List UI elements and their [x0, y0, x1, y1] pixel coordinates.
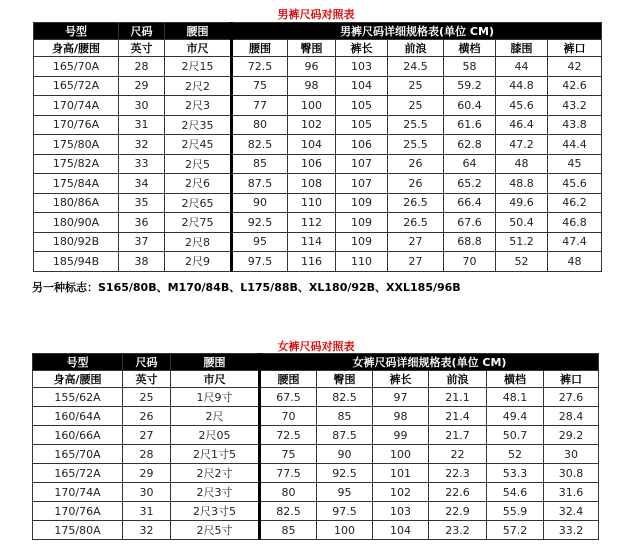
table-cell: 48: [496, 154, 548, 174]
men-sub-9: 裤口: [548, 40, 602, 57]
table-cell: 31: [123, 502, 171, 521]
women-header-spec: 女裤尺码详细规格表(单位 CM): [260, 354, 599, 371]
table-cell: 175/82A: [34, 154, 119, 174]
table-cell: 32: [119, 135, 165, 155]
table-cell: 2尺45: [165, 135, 232, 155]
table-cell: 100: [288, 96, 336, 116]
table-cell: 47.2: [496, 135, 548, 155]
table-row: [33, 445, 599, 464]
table-cell: 28: [119, 57, 165, 77]
table-cell: 66.4: [444, 193, 496, 213]
table-cell: 106: [288, 154, 336, 174]
table-cell: 98: [288, 76, 336, 96]
table-row: [34, 76, 602, 96]
table-cell: 29: [123, 464, 171, 483]
women-sub-4: 臀围: [317, 371, 373, 388]
table-cell: 2尺5寸: [171, 521, 260, 540]
table-cell: 165/70A: [34, 57, 119, 77]
table-cell: 107: [336, 154, 388, 174]
table-cell: 2尺75: [165, 213, 232, 233]
table-cell: 68.8: [444, 232, 496, 252]
men-sub-2: 市尺: [165, 40, 232, 57]
table-cell: 101: [373, 464, 429, 483]
table-cell: 59.2: [444, 76, 496, 96]
table-cell: 44.4: [548, 135, 602, 155]
table-cell: 114: [288, 232, 336, 252]
table-cell: 160/66A: [33, 426, 123, 445]
table-cell: 44: [496, 57, 548, 77]
table-cell: 170/76A: [33, 502, 123, 521]
table-cell: 21.4: [429, 407, 487, 426]
women-size-table: [32, 353, 599, 540]
table-row: [34, 252, 602, 272]
women-sub-2: 市尺: [171, 371, 260, 388]
table-cell: 2尺05: [171, 426, 260, 445]
table-cell: 82.5: [317, 388, 373, 407]
table-cell: 37: [119, 232, 165, 252]
table-cell: 2尺1寸5: [171, 445, 260, 464]
table-cell: 52: [496, 252, 548, 272]
men-sub-7: 横档: [444, 40, 496, 57]
table-cell: 95: [317, 483, 373, 502]
table-cell: 102: [288, 115, 336, 135]
table-row: [33, 521, 599, 540]
table-cell: 2尺6: [165, 174, 232, 194]
table-cell: 80: [260, 483, 317, 502]
table-cell: 170/74A: [34, 96, 119, 116]
table-cell: 2尺8: [165, 232, 232, 252]
table-cell: 65.2: [444, 174, 496, 194]
women-sub-0: 身高/腰围: [33, 371, 123, 388]
table-cell: 2尺3: [165, 96, 232, 116]
table-cell: 80: [232, 115, 288, 135]
men-header-size-label: 号型: [34, 23, 119, 40]
table-cell: 46.2: [548, 193, 602, 213]
table-cell: 180/90A: [34, 213, 119, 233]
table-cell: 175/80A: [33, 521, 123, 540]
table-cell: 75: [260, 445, 317, 464]
table-cell: 77.5: [260, 464, 317, 483]
table-cell: 107: [336, 174, 388, 194]
table-row: [33, 502, 599, 521]
table-cell: 110: [288, 193, 336, 213]
table-cell: 180/86A: [34, 193, 119, 213]
table-cell: 25.5: [388, 115, 444, 135]
table-cell: 21.1: [429, 388, 487, 407]
men-header-code: 尺码: [119, 23, 165, 40]
table-cell: 45.6: [548, 174, 602, 194]
table-cell: 110: [336, 252, 388, 272]
table-cell: 62.8: [444, 135, 496, 155]
men-size-note: 另一种标志：S165/80B、M170/84B、L175/88B、XL180/92B、XXL185/96B: [32, 281, 461, 294]
table-cell: 67.5: [260, 388, 317, 407]
table-row: [33, 464, 599, 483]
table-cell: 30: [544, 445, 599, 464]
table-cell: 26.5: [388, 193, 444, 213]
table-row: [34, 57, 602, 77]
table-cell: 60.4: [444, 96, 496, 116]
table-cell: 170/74A: [33, 483, 123, 502]
table-cell: 31: [119, 115, 165, 135]
table-cell: 43.8: [548, 115, 602, 135]
table-cell: 70: [260, 407, 317, 426]
table-cell: 2尺35: [165, 115, 232, 135]
table-cell: 175/84A: [34, 174, 119, 194]
men-sub-0: 身高/腰围: [34, 40, 119, 57]
table-cell: 29: [119, 76, 165, 96]
men-table-title: 男裤尺码对照表: [277, 8, 355, 21]
table-cell: 109: [336, 193, 388, 213]
table-cell: 109: [336, 232, 388, 252]
table-cell: 104: [288, 135, 336, 155]
women-sub-3: 腰围: [260, 371, 317, 388]
table-cell: 48.8: [496, 174, 548, 194]
table-cell: 95: [232, 232, 288, 252]
table-cell: 33.2: [544, 521, 599, 540]
table-cell: 26.5: [388, 213, 444, 233]
table-cell: 61.6: [444, 115, 496, 135]
women-header-code: 尺码: [123, 354, 171, 371]
table-row: [34, 135, 602, 155]
table-cell: 44.8: [496, 76, 548, 96]
table-cell: 25: [388, 76, 444, 96]
table-cell: 116: [288, 252, 336, 272]
table-cell: 75: [232, 76, 288, 96]
table-cell: 27: [388, 252, 444, 272]
table-cell: 51.2: [496, 232, 548, 252]
women-header-size-label: 号型: [33, 354, 123, 371]
table-cell: 33: [119, 154, 165, 174]
table-cell: 42.6: [548, 76, 602, 96]
men-sub-8: 膝围: [496, 40, 548, 57]
table-cell: 22.3: [429, 464, 487, 483]
table-cell: 46.4: [496, 115, 548, 135]
table-row: [34, 174, 602, 194]
men-sub-4: 臀围: [288, 40, 336, 57]
table-cell: 98: [373, 407, 429, 426]
men-subheader-row: [34, 40, 602, 57]
table-cell: 23.2: [429, 521, 487, 540]
table-cell: 97.5: [232, 252, 288, 272]
men-header-row: [34, 23, 602, 40]
table-cell: 2尺: [171, 407, 260, 426]
table-cell: 160/64A: [33, 407, 123, 426]
men-sub-5: 裤长: [336, 40, 388, 57]
table-cell: 38: [119, 252, 165, 272]
table-cell: 36: [119, 213, 165, 233]
table-cell: 24.5: [388, 57, 444, 77]
table-cell: 103: [336, 57, 388, 77]
table-cell: 28: [123, 445, 171, 464]
table-cell: 105: [336, 96, 388, 116]
women-header-waist: 腰围: [171, 354, 260, 371]
table-cell: 27.6: [544, 388, 599, 407]
men-header-waist: 腰围: [165, 23, 232, 40]
table-cell: 165/70A: [33, 445, 123, 464]
table-cell: 106: [336, 135, 388, 155]
table-cell: 25: [388, 96, 444, 116]
table-cell: 87.5: [317, 426, 373, 445]
table-cell: 2尺3寸5: [171, 502, 260, 521]
table-cell: 96: [288, 57, 336, 77]
table-cell: 112: [288, 213, 336, 233]
table-row: [34, 115, 602, 135]
table-cell: 100: [373, 445, 429, 464]
table-cell: 26: [123, 407, 171, 426]
table-cell: 165/72A: [33, 464, 123, 483]
table-cell: 43.2: [548, 96, 602, 116]
table-cell: 2尺2: [165, 76, 232, 96]
men-sub-6: 前浪: [388, 40, 444, 57]
table-cell: 92.5: [232, 213, 288, 233]
table-cell: 25.5: [388, 135, 444, 155]
table-row: [34, 232, 602, 252]
table-cell: 104: [336, 76, 388, 96]
table-cell: 30: [123, 483, 171, 502]
table-cell: 48: [548, 252, 602, 272]
women-sub-1: 英寸: [123, 371, 171, 388]
table-cell: 90: [232, 193, 288, 213]
table-cell: 22: [429, 445, 487, 464]
table-cell: 30.8: [544, 464, 599, 483]
table-row: [33, 426, 599, 445]
table-row: [33, 388, 599, 407]
table-cell: 53.3: [487, 464, 544, 483]
women-table-title: 女裤尺码对照表: [277, 340, 355, 353]
women-sub-5: 裤长: [373, 371, 429, 388]
table-cell: 92.5: [317, 464, 373, 483]
table-cell: 58: [444, 57, 496, 77]
table-cell: 26: [388, 154, 444, 174]
table-cell: 103: [373, 502, 429, 521]
table-cell: 30: [119, 96, 165, 116]
women-header-row: [33, 354, 599, 371]
table-cell: 45: [548, 154, 602, 174]
table-cell: 85: [232, 154, 288, 174]
table-cell: 2尺65: [165, 193, 232, 213]
table-cell: 27: [123, 426, 171, 445]
men-size-table: [33, 22, 602, 272]
men-table-body: [34, 57, 602, 272]
table-cell: 1尺9寸: [171, 388, 260, 407]
table-cell: 42: [548, 57, 602, 77]
women-sub-6: 前浪: [429, 371, 487, 388]
men-sub-3: 腰围: [232, 40, 288, 57]
table-cell: 72.5: [260, 426, 317, 445]
table-cell: 70: [444, 252, 496, 272]
table-cell: 57.2: [487, 521, 544, 540]
table-row: [34, 193, 602, 213]
table-cell: 50.4: [496, 213, 548, 233]
table-cell: 45.6: [496, 96, 548, 116]
table-cell: 26: [388, 174, 444, 194]
table-cell: 85: [260, 521, 317, 540]
table-cell: 50.7: [487, 426, 544, 445]
table-cell: 77: [232, 96, 288, 116]
table-cell: 108: [288, 174, 336, 194]
table-cell: 49.6: [496, 193, 548, 213]
table-cell: 31.6: [544, 483, 599, 502]
women-table-body: [33, 388, 599, 540]
table-cell: 22.6: [429, 483, 487, 502]
table-cell: 90: [317, 445, 373, 464]
women-subheader-row: [33, 371, 599, 388]
table-cell: 87.5: [232, 174, 288, 194]
table-cell: 27: [388, 232, 444, 252]
table-cell: 25: [123, 388, 171, 407]
table-cell: 2尺9: [165, 252, 232, 272]
table-cell: 170/76A: [34, 115, 119, 135]
women-sub-7: 横档: [487, 371, 544, 388]
table-cell: 82.5: [260, 502, 317, 521]
table-cell: 97.5: [317, 502, 373, 521]
men-sub-1: 英寸: [119, 40, 165, 57]
table-cell: 104: [373, 521, 429, 540]
table-cell: 32: [123, 521, 171, 540]
table-row: [33, 483, 599, 502]
table-row: [34, 96, 602, 116]
table-cell: 29.2: [544, 426, 599, 445]
table-cell: 180/92B: [34, 232, 119, 252]
table-cell: 99: [373, 426, 429, 445]
table-cell: 22.9: [429, 502, 487, 521]
table-cell: 2尺2寸: [171, 464, 260, 483]
table-cell: 47.4: [548, 232, 602, 252]
table-cell: 2尺15: [165, 57, 232, 77]
women-sub-8: 裤口: [544, 371, 599, 388]
table-cell: 48.1: [487, 388, 544, 407]
table-cell: 82.5: [232, 135, 288, 155]
table-cell: 85: [317, 407, 373, 426]
table-cell: 109: [336, 213, 388, 233]
table-cell: 64: [444, 154, 496, 174]
table-cell: 165/72A: [34, 76, 119, 96]
table-cell: 2尺5: [165, 154, 232, 174]
table-cell: 32.4: [544, 502, 599, 521]
table-cell: 175/80A: [34, 135, 119, 155]
men-header-spec: 男裤尺码详细规格表(单位 CM): [232, 23, 602, 40]
table-cell: 34: [119, 174, 165, 194]
table-cell: 100: [317, 521, 373, 540]
table-cell: 72.5: [232, 57, 288, 77]
table-cell: 21.7: [429, 426, 487, 445]
table-cell: 67.6: [444, 213, 496, 233]
table-cell: 52: [487, 445, 544, 464]
table-row: [34, 213, 602, 233]
table-cell: 28.4: [544, 407, 599, 426]
table-row: [34, 154, 602, 174]
table-cell: 35: [119, 193, 165, 213]
table-cell: 49.4: [487, 407, 544, 426]
table-cell: 97: [373, 388, 429, 407]
table-row: [33, 407, 599, 426]
table-cell: 102: [373, 483, 429, 502]
table-cell: 2尺3寸: [171, 483, 260, 502]
table-cell: 46.8: [548, 213, 602, 233]
table-cell: 105: [336, 115, 388, 135]
table-cell: 54.6: [487, 483, 544, 502]
table-cell: 55.9: [487, 502, 544, 521]
table-cell: 185/94B: [34, 252, 119, 272]
table-cell: 155/62A: [33, 388, 123, 407]
